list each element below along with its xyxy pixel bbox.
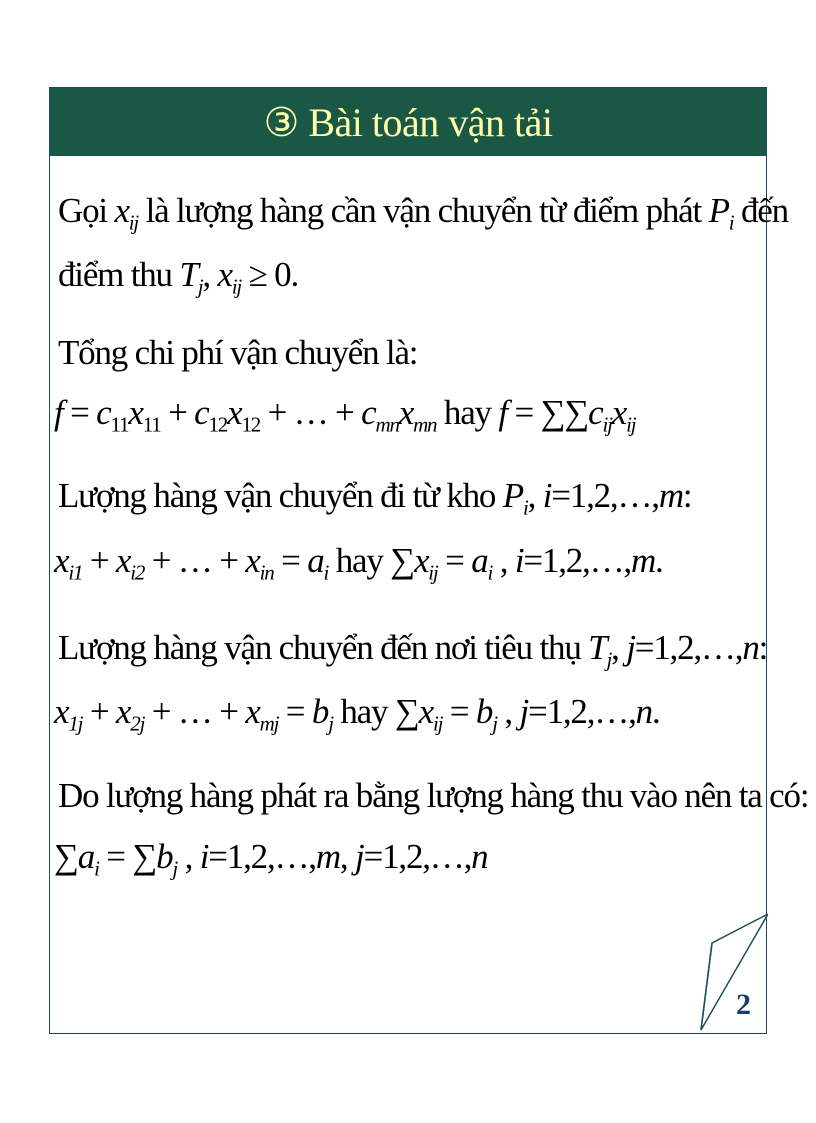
subscript: i1 [68,560,83,585]
var: b [475,692,493,731]
var: m [630,541,656,580]
text: + [82,692,116,731]
subscript: j [172,856,178,881]
text: . [651,692,660,731]
subscript: mn [413,412,437,437]
var: x [418,692,433,731]
page-number: 2 [736,988,751,1021]
text: , [339,837,356,876]
var: b [156,837,173,876]
text: : [758,628,768,667]
text: = [437,541,472,580]
var: x [114,191,129,230]
text: + [160,393,195,432]
var: a [307,541,324,580]
var: j [355,837,364,876]
subscript: j [492,711,497,736]
subscript: in [259,560,274,585]
subscript: i [94,856,99,881]
var: c [96,393,111,432]
text: =1,2,…, [208,837,316,876]
var: x [115,692,131,731]
subscript: ij [602,412,612,437]
var: P [708,191,729,230]
var: a [77,837,95,876]
var: T [179,255,198,294]
text: = ∑ [98,837,157,876]
subscript: i2 [130,560,145,585]
var: x [398,393,414,432]
var: m [658,476,683,515]
subscript: 11 [142,412,161,437]
text: = [442,692,476,731]
text: =1,2,…, [551,476,659,515]
text: ∑ [54,837,78,876]
text: ≥ 0. [241,255,299,294]
text: + … + [260,393,362,432]
subscript: i [487,560,493,585]
text: hay ∑ [328,541,414,580]
var: x [413,541,429,580]
text: + [82,541,116,580]
subscript: j [197,274,203,299]
text: =1,2,…, [528,692,636,731]
var: m [315,837,340,876]
subscript: i [323,560,329,585]
text: , [202,255,218,294]
text: = [278,692,312,731]
subscript: ij [428,560,438,585]
text: , [496,692,520,731]
var: T [588,628,607,667]
subscript: 12 [208,412,228,437]
var: x [245,692,260,731]
text: =1,2,…, [363,837,472,876]
var: x [611,393,627,432]
var: j [626,628,635,667]
text: =1,2,…, [634,628,743,667]
text: , [611,628,627,667]
subscript: j [606,647,612,672]
subscript: ij [231,274,242,299]
var: c [361,393,376,432]
var: P [502,476,523,515]
text: Gọi [58,191,115,230]
var: f [498,393,507,432]
text: . [655,541,663,580]
subscript: ij [128,210,139,235]
var: x [54,541,69,580]
var: i [514,541,524,580]
text: + … + [144,692,246,731]
var: n [635,692,652,731]
subscript: 11 [110,412,129,437]
var: i [542,476,552,515]
text: là lượng hàng cần vận chuyển từ điểm phát [138,191,709,230]
text: Tổng chi phí vận chuyển là: [58,333,418,372]
text: + … + [144,541,246,580]
text: = [273,541,308,580]
var: x [128,393,143,432]
var: x [245,541,260,580]
var: x [227,393,242,432]
page-curl-icon [50,88,768,1035]
subscript: mn [375,412,399,437]
var: f [54,393,63,432]
var: x [217,255,232,294]
text: hay [436,393,499,432]
subscript: mj [259,711,279,736]
text: : [682,476,692,515]
var: i [199,837,209,876]
text: , [177,837,200,876]
var: n [742,628,759,667]
var: c [194,393,209,432]
var: x [115,541,131,580]
slide-title: ③ Bài toán vận tải [263,99,553,145]
text: =1,2,…, [523,541,631,580]
subscript: ij [432,711,443,736]
subscript: 12 [241,412,261,437]
slide-frame [49,87,809,1034]
text: đến [733,191,788,230]
text: = [62,393,97,432]
text: Lượng hàng vận chuyển đi từ kho [58,476,503,515]
text: = ∑∑ [506,393,589,432]
var: a [471,541,488,580]
subscript: 2j [130,711,145,736]
subscript: ij [626,412,636,437]
var: b [311,692,329,731]
subscript: i [728,210,734,235]
text: hay ∑ [332,692,419,731]
var: j [519,692,529,731]
var: x [54,692,69,731]
subscript: 1j [68,711,83,736]
text: , [527,476,543,515]
text: Do lượng hàng phát ra bằng lượng hàng thu vào nên ta có: [58,776,809,815]
var: c [588,393,603,432]
text: Lượng hàng vận chuyển đến nơi tiêu thụ [58,628,589,667]
text: , [492,541,515,580]
subscript: i [522,495,528,520]
var: n [471,837,488,876]
subscript: j [328,711,333,736]
text: điểm thu [58,255,180,294]
